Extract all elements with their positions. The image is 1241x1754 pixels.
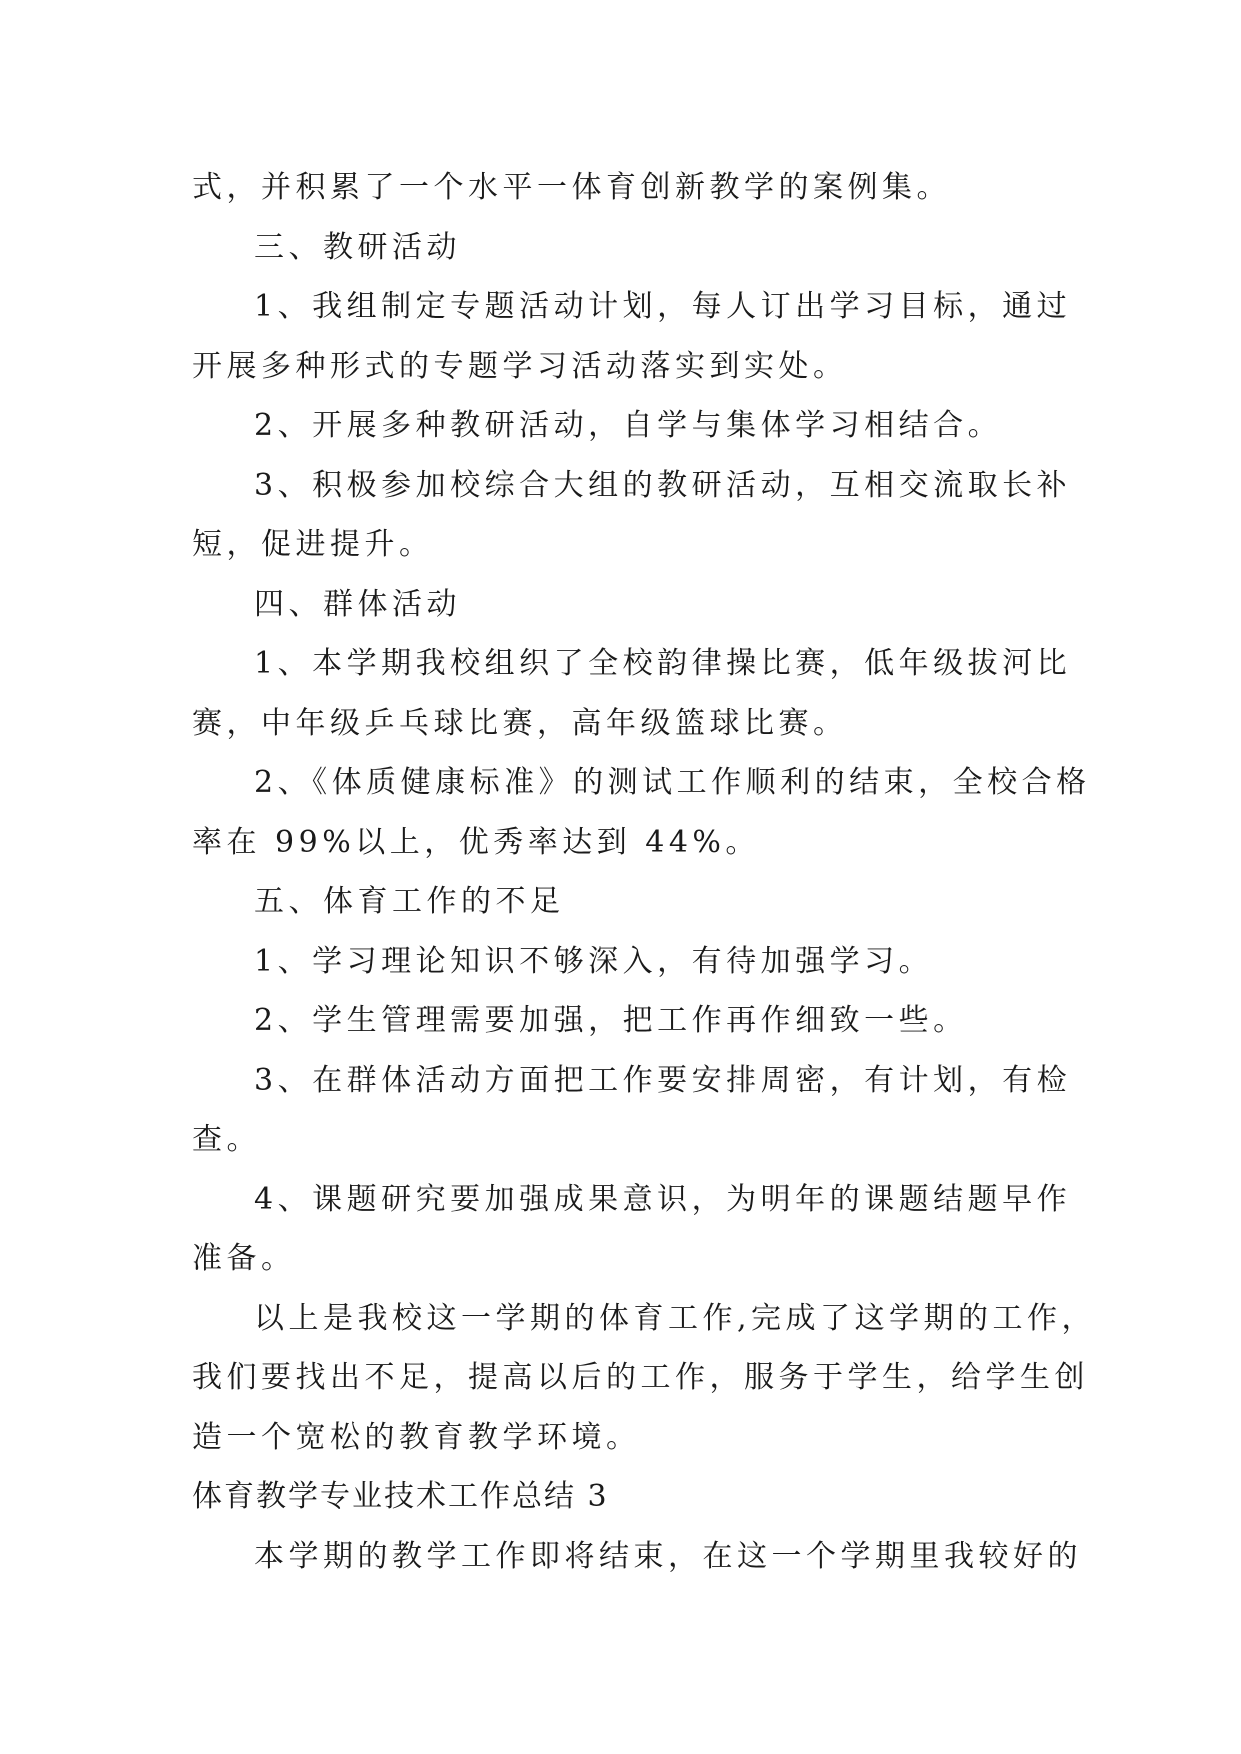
text-line: 我们要找出不足，提高以后的工作，服务于学生，给学生创: [192, 1360, 1089, 1395]
text-line: 准备。: [192, 1241, 296, 1276]
text-line: 查。: [192, 1122, 261, 1157]
text-line: 式，并积累了一个水平一体育创新教学的案例集。: [192, 170, 951, 205]
section-heading: 三、教研活动: [254, 229, 461, 265]
document-title: 体育教学专业技术工作总结 3: [192, 1479, 609, 1514]
section-heading: 五、体育工作的不足: [254, 884, 565, 919]
text-line: 4、课题研究要加强成果意识，为明年的课题结题早作: [254, 1181, 1072, 1217]
section-heading: 四、群体活动: [254, 586, 461, 622]
text-line: 3、在群体活动方面把工作要安排周密，有计划，有检: [254, 1062, 1072, 1098]
text-line: 1、我组制定专题活动计划，每人订出学习目标，通过: [254, 289, 1072, 324]
document-body: [192, 158, 1097, 1586]
text-line: 3、积极参加校综合大组的教研活动，互相交流取长补: [254, 467, 1072, 503]
text-line: 赛，中年级乒乓球比赛，高年级篮球比赛。: [192, 705, 848, 741]
text-line: 以上是我校这一学期的体育工作,完成了这学期的工作，: [254, 1300, 1097, 1336]
text-line: 短，促进提升。: [192, 527, 434, 562]
text-line: 1、学习理论知识不够深入，有待加强学习。: [254, 943, 934, 979]
text-line: 2、学生管理需要加强，把工作再作细致一些。: [254, 1003, 968, 1038]
text-line: 开展多种形式的专题学习活动落实到实处。: [192, 348, 848, 384]
text-line: 2、《体质健康标准》的测试工作顺利的结束，全校合格: [254, 765, 1091, 800]
text-line: 1、本学期我校组织了全校韵律操比赛，低年级拔河比: [254, 646, 1072, 681]
text-line: 率在 99%以上，优秀率达到 44%。: [192, 824, 760, 860]
text-line: 造一个宽松的教育教学环境。: [192, 1419, 641, 1455]
text-line: 2、开展多种教研活动，自学与集体学习相结合。: [254, 408, 1003, 443]
text-line: 本学期的教学工作即将结束，在这一个学期里我较好的: [254, 1538, 1082, 1574]
